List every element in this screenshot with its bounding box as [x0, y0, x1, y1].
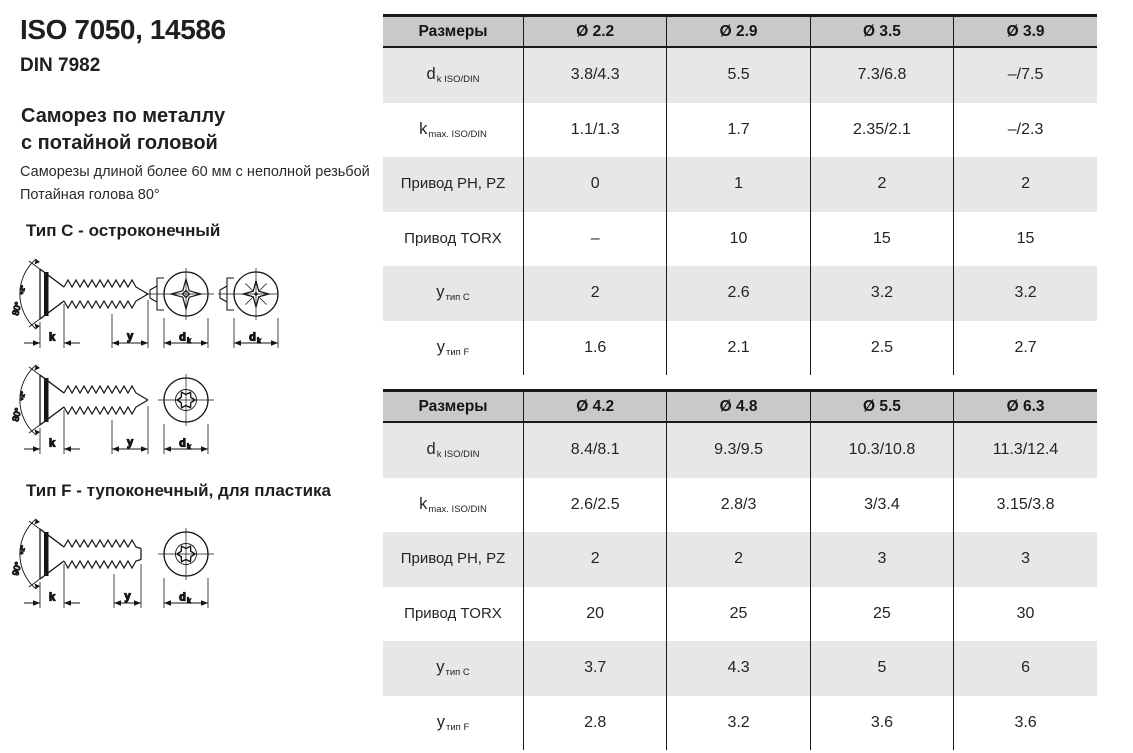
- value-cell: 6: [954, 641, 1097, 696]
- screw-side-view-icon: [40, 375, 148, 425]
- dim-k-label: k: [48, 437, 56, 450]
- row-label-subscript: k ISO/DIN: [436, 449, 480, 461]
- row-label: [383, 696, 524, 751]
- head-angle-label: 80°: [10, 300, 24, 317]
- screw-side-view-icon: [40, 529, 141, 579]
- value-cell: –/2.3: [954, 103, 1097, 158]
- type-f-heading: Тип F - тупоконечный, для пластика: [26, 481, 331, 500]
- value-cell: 25: [810, 587, 953, 642]
- value-cell: 2.6/2.5: [524, 478, 667, 533]
- row-label-main: y: [436, 712, 445, 731]
- row-label-main: y: [436, 337, 445, 356]
- table-row: [383, 212, 1097, 267]
- value-cell: 2.5: [810, 321, 953, 376]
- table-row: [383, 587, 1097, 642]
- head-angle-tolerance: +2°: [19, 391, 28, 402]
- row-label: [383, 422, 524, 478]
- product-notes: [20, 161, 370, 207]
- dim-k-label: k: [48, 331, 56, 344]
- dim-k-label: k: [48, 591, 56, 604]
- dim-dk-sub-label: k: [187, 598, 191, 605]
- row-label-main: y: [436, 658, 445, 677]
- dim-y-label: y: [124, 590, 131, 603]
- diameter-column-header: Ø 4.8: [667, 391, 810, 423]
- value-cell: 2: [954, 157, 1097, 212]
- row-label-subscript: тип F: [446, 346, 470, 358]
- row-label-main: k: [419, 494, 428, 513]
- dim-dk-label: d: [249, 331, 256, 344]
- value-cell: –/7.5: [954, 47, 1097, 103]
- row-label: [383, 321, 524, 376]
- value-cell: 2: [810, 157, 953, 212]
- value-cell: 3.2: [954, 266, 1097, 321]
- value-cell: –: [524, 212, 667, 267]
- standard-title-din: DIN 7982: [20, 55, 101, 76]
- dimensions-table: [383, 14, 1097, 375]
- value-cell: 2.1: [667, 321, 810, 376]
- head-angle-annotation: [20, 259, 64, 329]
- note-line2: Потайная голова 80°: [20, 187, 160, 203]
- value-cell: 7.3/6.8: [810, 47, 953, 103]
- value-cell: 10: [667, 212, 810, 267]
- row-label-subscript: k ISO/DIN: [436, 74, 480, 86]
- dimensions-table: [383, 389, 1097, 750]
- dim-dk-label: d: [179, 591, 186, 604]
- value-cell: 15: [810, 212, 953, 267]
- screw-side-view-icon: [40, 269, 148, 319]
- table-corner-header: Размеры: [383, 391, 524, 423]
- value-cell: 3.6: [810, 696, 953, 751]
- dim-dk-sub-label: k: [187, 338, 191, 345]
- table-row: [383, 266, 1097, 321]
- dim-y-label: y: [126, 436, 134, 449]
- row-label: [383, 478, 524, 533]
- value-cell: 3: [954, 532, 1097, 587]
- row-label-main: d: [426, 440, 436, 459]
- row-label-main: y: [436, 283, 445, 302]
- value-cell: 15: [954, 212, 1097, 267]
- table-row: [383, 478, 1097, 533]
- head-angle-label: 90°: [10, 560, 24, 577]
- row-label-main: d: [426, 65, 436, 84]
- value-cell: 2.6: [667, 266, 810, 321]
- head-angle-tolerance: +2°: [19, 285, 28, 296]
- type-c-drawing-ph-pz: [6, 252, 278, 356]
- value-cell: 5: [810, 641, 953, 696]
- table-row: [383, 321, 1097, 376]
- table-corner-header: Размеры: [383, 16, 524, 48]
- type-f-drawing-torx: [6, 512, 278, 616]
- value-cell: 11.3/12.4: [954, 422, 1097, 478]
- torx-recess-view: [158, 374, 214, 454]
- table-row: [383, 103, 1097, 158]
- table-row: [383, 47, 1097, 103]
- row-label: [383, 587, 524, 642]
- value-cell: 0: [524, 157, 667, 212]
- row-label: [383, 641, 524, 696]
- row-label: [383, 157, 524, 212]
- value-cell: 2: [667, 532, 810, 587]
- product-name: [21, 103, 225, 157]
- pz-recess-view: [218, 268, 278, 348]
- row-label-main: Привод TORX: [404, 604, 502, 622]
- table-row: [383, 157, 1097, 212]
- diameter-column-header: Ø 2.9: [667, 16, 810, 48]
- row-label-subscript: max. ISO/DIN: [428, 128, 487, 140]
- head-angle-annotation: [20, 365, 64, 435]
- row-label-main: Привод TORX: [404, 229, 502, 247]
- diameter-column-header: Ø 3.5: [810, 16, 953, 48]
- value-cell: 2.8: [524, 696, 667, 751]
- value-cell: 3.7: [524, 641, 667, 696]
- value-cell: 20: [524, 587, 667, 642]
- row-label: [383, 266, 524, 321]
- value-cell: 2.7: [954, 321, 1097, 376]
- product-name-line2: с потайной головой: [21, 132, 218, 154]
- dimensions-table-small: [383, 14, 1097, 375]
- diameter-column-header: Ø 6.3: [954, 391, 1097, 423]
- value-cell: 3/3.4: [810, 478, 953, 533]
- row-label-subscript: тип F: [446, 721, 470, 733]
- row-label-subscript: тип С: [445, 667, 470, 679]
- value-cell: 5.5: [667, 47, 810, 103]
- dim-dk-label: d: [179, 331, 186, 344]
- dim-dk-sub-label: k: [257, 338, 261, 345]
- dim-dk-label: d: [179, 437, 186, 450]
- value-cell: 2: [524, 532, 667, 587]
- value-cell: 3: [810, 532, 953, 587]
- value-cell: 1.7: [667, 103, 810, 158]
- diameter-column-header: Ø 5.5: [810, 391, 953, 423]
- value-cell: 1: [667, 157, 810, 212]
- product-name-line1: Саморез по металлу: [21, 105, 226, 127]
- diameter-column-header: Ø 3.9: [954, 16, 1097, 48]
- table-row: [383, 422, 1097, 478]
- head-angle-tolerance: +2°: [19, 545, 28, 556]
- value-cell: 1.1/1.3: [524, 103, 667, 158]
- value-cell: 2.8/3: [667, 478, 810, 533]
- torx-recess-view: [158, 528, 214, 608]
- table-row: [383, 532, 1097, 587]
- value-cell: 3.8/4.3: [524, 47, 667, 103]
- value-cell: 2.35/2.1: [810, 103, 953, 158]
- row-label-main: k: [419, 119, 428, 138]
- type-c-drawing-torx: [6, 358, 278, 462]
- value-cell: 3.6: [954, 696, 1097, 751]
- row-label-main: Привод PH, PZ: [400, 550, 506, 568]
- row-label-main: Привод PH, PZ: [400, 175, 506, 193]
- row-label: [383, 212, 524, 267]
- value-cell: 4.3: [667, 641, 810, 696]
- value-cell: 3.2: [810, 266, 953, 321]
- row-label: [383, 532, 524, 587]
- value-cell: 10.3/10.8: [810, 422, 953, 478]
- value-cell: 3.2: [667, 696, 810, 751]
- value-cell: 30: [954, 587, 1097, 642]
- row-label-subscript: max. ISO/DIN: [428, 503, 487, 515]
- note-line1: Саморезы длиной более 60 мм с неполной резьбой: [20, 164, 370, 180]
- dim-y-label: y: [126, 330, 134, 343]
- head-angle-label: 80°: [10, 406, 24, 423]
- value-cell: 1.6: [524, 321, 667, 376]
- row-label: [383, 47, 524, 103]
- head-angle-annotation: [20, 519, 64, 589]
- diameter-column-header: Ø 4.2: [524, 391, 667, 423]
- value-cell: 8.4/8.1: [524, 422, 667, 478]
- table-row: [383, 696, 1097, 751]
- diameter-column-header: Ø 2.2: [524, 16, 667, 48]
- value-cell: 2: [524, 266, 667, 321]
- table-row: [383, 641, 1097, 696]
- row-label: [383, 103, 524, 158]
- dimensions-table-large: [383, 389, 1097, 750]
- standard-title-iso: ISO 7050, 14586: [20, 14, 226, 45]
- value-cell: 9.3/9.5: [667, 422, 810, 478]
- type-c-heading: Тип С - остроконечный: [26, 221, 221, 240]
- dim-dk-sub-label: k: [187, 444, 191, 451]
- row-label-subscript: тип С: [445, 292, 470, 304]
- value-cell: 25: [667, 587, 810, 642]
- value-cell: 3.15/3.8: [954, 478, 1097, 533]
